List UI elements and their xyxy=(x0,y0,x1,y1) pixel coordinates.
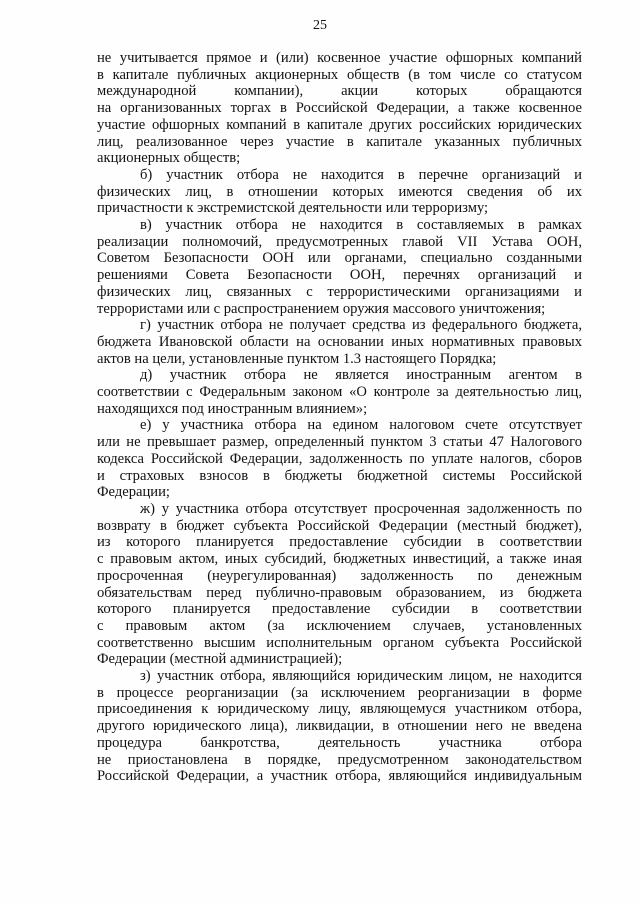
text-line: Советом Безопасности ООН или органами, специально созданными xyxy=(97,250,582,267)
text-line: или не превышает размер, определенный пунктом 3 статьи 47 Налогового xyxy=(97,434,582,451)
text-line: международной компании), акции которых обращаются xyxy=(97,83,582,100)
text-line: другого юридического лица), ликвидации, в отношении него не введена xyxy=(97,718,582,735)
text-line: решениями Совета Безопасности ООН, перечнях организаций и xyxy=(97,267,582,284)
text-line: с правовым актом, иных субсидий, бюджетных инвестиций, а также иная xyxy=(97,551,582,568)
text-line: д) участник отбора не является иностранным агентом в xyxy=(140,367,582,384)
text-line: не приостановлена в порядке, предусмотренном законодательством xyxy=(97,751,582,768)
text-line: в капитале публичных акционерных обществ (в том числе со статусом xyxy=(97,66,582,83)
text-line: кодекса Российской Федерации, задолженность по уплате налогов, сборов xyxy=(97,450,582,467)
text-line: находящихся под иностранным влиянием»; xyxy=(97,400,368,417)
text-line: процедура банкротства, деятельность участника отбора xyxy=(97,734,582,751)
text-line: просроченная (неурегулированная) задолженность по денежным xyxy=(97,567,582,584)
text-line: акционерных обществ; xyxy=(97,150,241,167)
text-line: ж) у участника отбора отсутствует просроченная задолженность по xyxy=(140,500,582,517)
text-line: в) участник отбора не находится в составляемых в рамках xyxy=(140,217,582,234)
text-line: и страховых взносов в бюджеты бюджетной системы Российской xyxy=(97,467,582,484)
text-line: лиц, реализованное через участие в капитале указанных публичных xyxy=(97,133,582,150)
text-line: из которого планируется предоставление субсидии в соответствии xyxy=(97,534,582,551)
text-line: реализации полномочий, предусмотренных главой VII Устава ООН, xyxy=(97,233,582,250)
text-line: физических лиц, связанных с террористическими организациями и xyxy=(97,283,582,300)
text-line: не учитывается прямое и (или) косвенное участие офшорных компаний xyxy=(97,50,582,66)
text-line: бюджета Ивановской области на основании иных нормативных правовых xyxy=(97,333,582,350)
text-line: Федерации (местной администрацией); xyxy=(97,651,343,668)
text-line: причастности к экстремистской деятельности или терроризму; xyxy=(97,200,489,217)
text-line: Федерации; xyxy=(97,484,170,501)
text-line: б) участник отбора не находится в перечне организаций и xyxy=(140,166,582,183)
text-line: соответствии с Федеральным законом «О контроле за деятельностью лиц, xyxy=(97,384,582,401)
text-line: с правовым актом (за исключением случаев, установленных xyxy=(97,617,582,634)
page-number: 25 xyxy=(313,18,327,33)
text-line: актов на цели, установленные пунктом 1.3 настоящего Порядка; xyxy=(97,350,497,367)
text-line: обязательствам перед публично-правовым образованием, из бюджета xyxy=(97,584,582,601)
text-line: которого планируется предоставление субсидии в соответствии xyxy=(97,601,582,618)
text-line: з) участник отбора, являющийся юридическим лицом, не находится xyxy=(140,668,582,685)
text-line: участие офшорных компаний в капитале других российских юридических xyxy=(97,116,582,133)
text-line: возврату в бюджет субъекта Российской Федерации (местный бюджет), xyxy=(97,517,582,534)
text-line: на организованных торгах в Российской Федерации, а также косвенное xyxy=(97,100,582,117)
text-line: физических лиц, в отношении которых имеются сведения об их xyxy=(97,183,582,200)
body-text xyxy=(97,50,582,785)
text-line: в процессе реорганизации (за исключением реорганизации в форме xyxy=(97,684,582,701)
text-line: е) у участника отбора на едином налоговом счете отсутствует xyxy=(140,417,582,434)
text-line: г) участник отбора не получает средства из федерального бюджета, xyxy=(140,317,582,334)
text-line: Российской Федерации, а участник отбора, являющийся индивидуальным xyxy=(97,768,582,785)
text-line: террористами или с распространением оружия массового уничтожения; xyxy=(97,300,546,317)
text-line: соответственно высшим исполнительным органом субъекта Российской xyxy=(97,634,582,651)
text-line: присоединения к юридическому лицу, являющемуся участником отбора, xyxy=(97,701,582,718)
